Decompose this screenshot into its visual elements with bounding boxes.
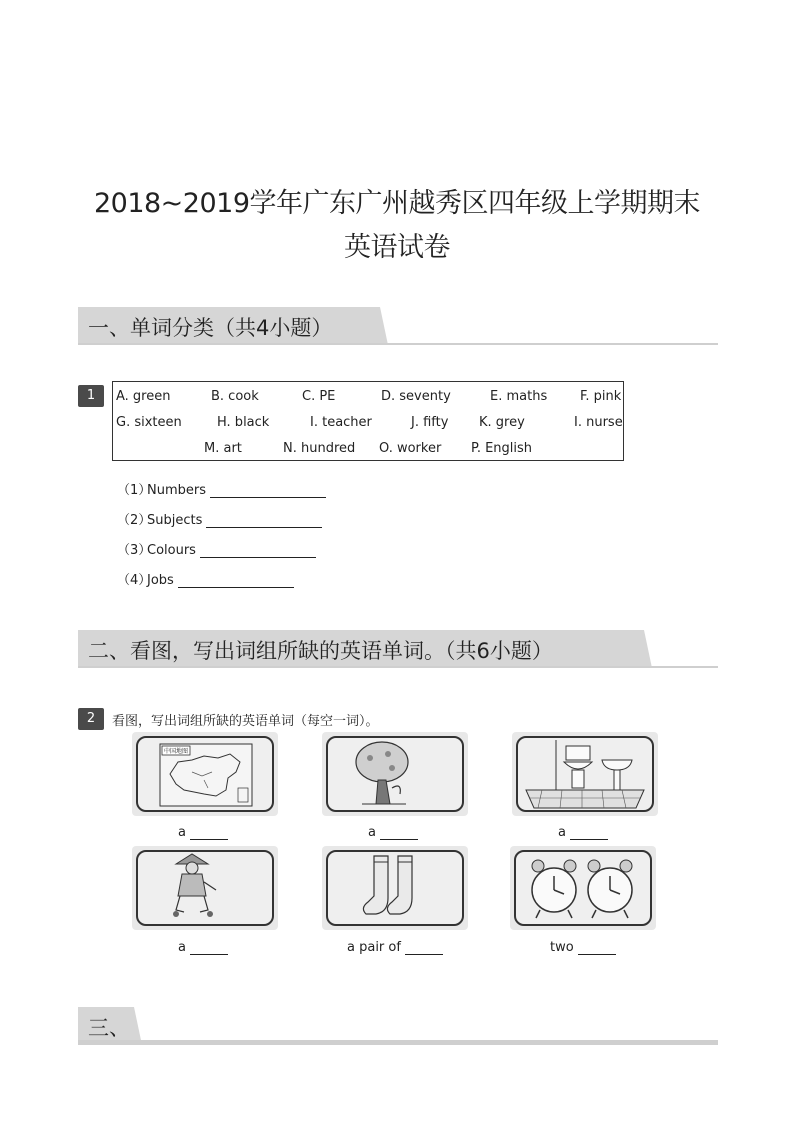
bathroom-icon — [512, 732, 658, 816]
answer-blank[interactable] — [405, 940, 443, 955]
caption-4: a — [178, 940, 228, 955]
word-item: O. worker — [379, 441, 442, 456]
word-item: A. green — [116, 389, 171, 404]
section-header-2 — [78, 630, 718, 668]
answer-blank[interactable] — [380, 825, 418, 840]
answer-blank[interactable] — [200, 543, 316, 558]
word-item: D. seventy — [381, 389, 451, 404]
question-number-1: 1 — [78, 385, 104, 407]
word-item: K. grey — [479, 415, 525, 430]
word-item: H. black — [217, 415, 270, 430]
caption-2: a — [368, 825, 418, 840]
word-item: I. nurse — [574, 415, 623, 430]
caption-3: a — [558, 825, 608, 840]
word-item: M. art — [204, 441, 242, 456]
caption-5: a pair of — [347, 940, 443, 955]
section-title-3: 三、 — [88, 1016, 130, 1040]
answer-blank[interactable] — [210, 483, 326, 498]
title-line-2: 英语试卷 — [344, 232, 450, 263]
answer-blank[interactable] — [190, 825, 228, 840]
category-subjects: （2）Subjects — [117, 509, 322, 528]
document-title — [0, 182, 794, 270]
word-item: I. teacher — [310, 415, 372, 430]
word-item: N. hundred — [283, 441, 356, 456]
answer-blank[interactable] — [578, 940, 616, 955]
answer-blank[interactable] — [206, 513, 322, 528]
section-title-2: 二、看图，写出词组所缺的英语单词。（共6小题） — [88, 639, 553, 663]
category-jobs: （4）Jobs — [117, 569, 294, 588]
category-colours: （3）Colours — [117, 539, 316, 558]
caption-1: a — [178, 825, 228, 840]
category-numbers: （1）Numbers — [117, 479, 326, 498]
question-number-2: 2 — [78, 708, 104, 730]
word-item: G. sixteen — [116, 415, 182, 430]
word-item: B. cook — [211, 389, 259, 404]
title-line-1: 2018~2019学年广东广州越秀区四年级上学期期末 — [93, 188, 701, 219]
word-item: P. English — [471, 441, 533, 456]
word-item: C. PE — [302, 389, 336, 404]
tree-icon — [322, 732, 468, 816]
word-bank — [112, 381, 624, 461]
alarm-clocks-icon — [510, 846, 656, 930]
question-instruction: 看图，写出词组所缺的英语单词（每空一词）。 — [112, 714, 379, 729]
section-header-3 — [78, 1007, 718, 1045]
answer-blank[interactable] — [190, 940, 228, 955]
word-item: E. maths — [490, 389, 548, 404]
answer-blank[interactable] — [178, 573, 294, 588]
socks-icon — [322, 846, 468, 930]
word-item: J. fifty — [411, 415, 449, 430]
map-icon — [132, 732, 278, 816]
caption-6: two — [550, 940, 616, 955]
section-header-1 — [78, 307, 718, 345]
word-item: F. pink — [580, 389, 622, 404]
section-title-1: 一、单词分类（共4小题） — [88, 316, 333, 340]
svg-text:中国地图: 中国地图 — [164, 748, 189, 755]
answer-blank[interactable] — [570, 825, 608, 840]
farmer-icon — [132, 846, 278, 930]
